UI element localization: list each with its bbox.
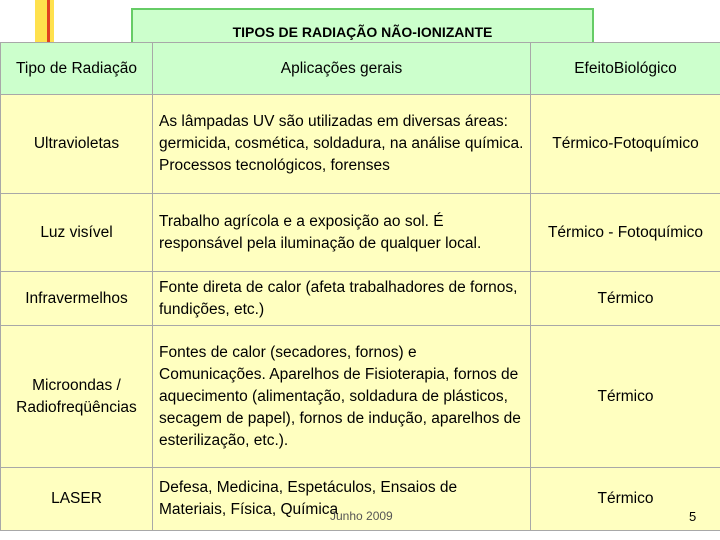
effect-cell: Térmico-Fotoquímico [531,95,720,194]
applications-cell: Trabalho agrícola e a exposição ao sol. É responsável pela iluminação de qualquer local. [153,194,531,272]
table-header-row [1,43,720,95]
header-effect: EfeitoBiológico [531,43,720,95]
table-row [1,194,720,272]
effect-cell: Térmico [531,272,720,326]
decorative-yellow-bar [35,0,54,42]
type-cell: LASER [1,468,153,531]
effect-cell: Térmico - Fotoquímico [531,194,720,272]
applications-cell: Fontes de calor (secadores, fornos) e Comunicações. Aparelhos de Fisioterapia, fornos de aquecimento (alimentação, soldadura de plásticos, secagem de papel), fornos de indução, aparelhos de esterilização, etc.). [153,326,531,468]
applications-cell: As lâmpadas UV são utilizadas em diversas áreas: germicida, cosmética, soldadura, na análise química. Processos tecnológicos, forenses [153,95,531,194]
footer-date: Junho 2009 [330,509,393,523]
radiation-types-table [0,42,720,531]
type-cell: Ultravioletas [1,95,153,194]
table-row [1,95,720,194]
header-type: Tipo de Radiação [1,43,153,95]
slide-number: 5 [689,509,697,524]
effect-cell: Térmico [531,468,720,531]
decorative-red-line [47,0,50,42]
type-cell: Infravermelhos [1,272,153,326]
table-row [1,326,720,468]
header-applications: Aplicações gerais [153,43,531,95]
applications-cell: Defesa, Medicina, Espetáculos, Ensaios de Materiais, Física, Química [153,468,531,531]
type-cell: Luz visível [1,194,153,272]
slide-title: TIPOS DE RADIAÇÃO NÃO-IONIZANTE [131,8,594,44]
table-row [1,272,720,326]
type-cell: Microondas / Radiofreqüências [1,326,153,468]
effect-cell: Térmico [531,326,720,468]
applications-cell: Fonte direta de calor (afeta trabalhadores de fornos, fundições, etc.) [153,272,531,326]
